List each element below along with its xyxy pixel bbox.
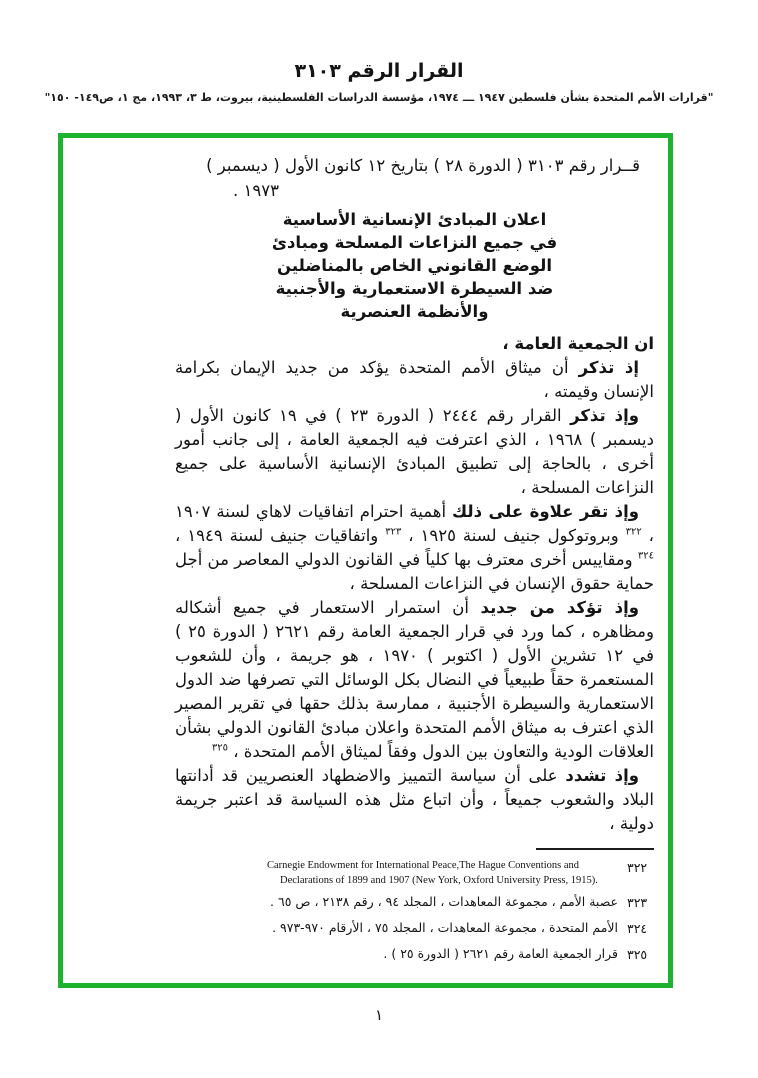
paragraph-text: القرار رقم ٢٤٤٤ ( الدورة ٢٣ ) في ١٩ كانون الأول ( ديسمبر ) ١٩٦٨ ، الذي اعترفت فيه الجمعية العامة ، إلى جانب أمور أخرى ، بالحاجة إلى تطبيق المبادئ الإنسانية الأساسية على جميع النزاعات المسلحة ، bbox=[175, 406, 654, 497]
page-header bbox=[0, 60, 758, 104]
paragraph-text: على أن سياسة التمييز والاضطهاد العنصريين قد أدانتها البلاد والشعوب جميعاً ، وأن اتباع مثل هذه السياسة قد اعتبر جريمة دولية ، bbox=[175, 766, 654, 833]
footnote-row bbox=[175, 894, 654, 911]
footnote-text: عصبة الأمم ، مجموعة المعاهدات ، المجلد ٩٤ ، رقم ٢١٣٨ ، ص ٦٥ . bbox=[270, 894, 618, 909]
resolution-year: ١٩٧٣ . bbox=[233, 181, 279, 200]
paragraph-lead: وإذ تذكر bbox=[570, 406, 640, 425]
footnote-row bbox=[175, 946, 654, 963]
source-citation: "قرارات الأمم المتحدة بشأن فلسطين ١٩٤٧ ـــ ١٩٧٤، مؤسسة الدراسات الفلسطينية، بيروت، ط ٣، ١٩٩٣، مج ١، ص١٤٩- ١٥٠" bbox=[44, 91, 714, 104]
footnote-text: قرار الجمعية العامة رقم ٢٦٢١ ( الدورة ٢٥ ) . bbox=[383, 946, 618, 961]
declaration-title-line: والأنظمة العنصرية bbox=[340, 302, 489, 321]
paragraph-text: وبروتوكول جنيف لسنة ١٩٢٥ ، bbox=[401, 526, 626, 545]
paragraph-text: ومقاييس أخرى معترف بها كلياً في القانون الدولي المعاصر من أجل حماية حقوق الإنسان في النزاعات المسلحة ، bbox=[175, 550, 654, 593]
footnote-number: ٣٢٣ bbox=[627, 895, 648, 910]
preamble-paragraph bbox=[175, 500, 654, 596]
declaration-title-line: في جميع النزاعات المسلحة ومبادئ bbox=[271, 233, 558, 252]
footnote-text: الأمم المتحدة ، مجموعة المعاهدات ، المجلد ٧٥ ، الأرقام ٩٧٠-٩٧٣ . bbox=[272, 920, 618, 935]
document-content bbox=[63, 138, 668, 983]
footnote-ref-325: ٣٢٥ bbox=[211, 742, 228, 754]
paragraph-lead: وإذ تؤكد من جديد bbox=[480, 598, 640, 617]
declaration-title bbox=[175, 208, 654, 323]
declaration-title-line: ضد السيطرة الاستعمارية والأجنبية bbox=[275, 279, 554, 298]
footnote-divider bbox=[536, 848, 654, 850]
paragraph-lead: وإذ تشدد bbox=[565, 766, 639, 785]
paragraph-text: واتفاقيات جنيف لسنة ١٩٤٩ ، bbox=[175, 526, 386, 545]
paragraph-text: أهمية احترام اتفاقيات لاهاي لسنة ١٩٠٧ ، bbox=[175, 502, 654, 545]
footnote-row bbox=[175, 920, 654, 937]
declaration-title-line: الوضع القانوني الخاص بالمناضلين bbox=[277, 256, 552, 275]
footnote-text: Carnegie Endowment for International Peace,The Hague Conventions and Declarations of 1899 and 1907 (New York, Oxford University Press, 1915). bbox=[267, 860, 598, 886]
preamble-paragraph bbox=[175, 596, 654, 764]
declaration-title-line: اعلان المبادئ الإنسانية الأساسية bbox=[282, 210, 547, 229]
paragraph-text: أن ميثاق الأمم المتحدة يؤكد من جديد الإيمان بكرامة الإنسان وقيمته ، bbox=[175, 358, 654, 401]
footnote-number: ٣٢٤ bbox=[627, 921, 648, 936]
preamble-paragraph bbox=[175, 356, 654, 404]
paragraph-text: أن استمرار الاستعمار في جميع أشكاله ومظاهره ، كما ورد في قرار الجمعية العامة رقم ٢٦٢١ ( الدورة ٢٥ ) في ١٢ تشرين الأول ( اكتوبر ) ١٩٧٠ ، هو جريمة ، وأن للشعوب المستعمرة حقاً طبيعياً في النضال بكل الوسائل التي تصرفها ضد الدول الاستعمارية والسيطرة الأجنبية ، ممارسة بذلك حقها في تقرير المصير الذي اعترف به ميثاق الأمم المتحدة واعلان مبادئ القانون الدولي بشأن العلاقات الودية والتعاون بين الدول وفقاً لميثاق الأمم المتحدة ، bbox=[175, 598, 654, 761]
footnotes-section bbox=[175, 859, 654, 963]
footnote-row bbox=[175, 859, 654, 888]
footnote-number: ٣٢٢ bbox=[627, 860, 648, 875]
page-number: ١ bbox=[374, 1006, 384, 1024]
footnote-number: ٣٢٥ bbox=[627, 947, 648, 962]
document-frame bbox=[58, 133, 673, 988]
page-title: القرار الرقم ٣١٠٣ bbox=[294, 60, 464, 82]
paragraph-lead: إذ تذكر bbox=[578, 358, 639, 377]
resolution-heading: قــرار رقم ٣١٠٣ ( الدورة ٢٨ ) بتاريخ ١٢ كانون الأول ( ديسمبر ) bbox=[206, 156, 640, 175]
footnote-ref-322: ٣٢٢ bbox=[625, 526, 642, 538]
paragraph-lead: وإذ تقر علاوة على ذلك bbox=[452, 502, 640, 521]
footnote-ref-324: ٣٢٤ bbox=[637, 550, 654, 562]
footnote-ref-323: ٣٢٣ bbox=[385, 526, 402, 538]
preamble-paragraph bbox=[175, 404, 654, 500]
assembly-opening: ان الجمعية العامة ، bbox=[502, 334, 654, 353]
preamble-paragraph bbox=[175, 764, 654, 836]
